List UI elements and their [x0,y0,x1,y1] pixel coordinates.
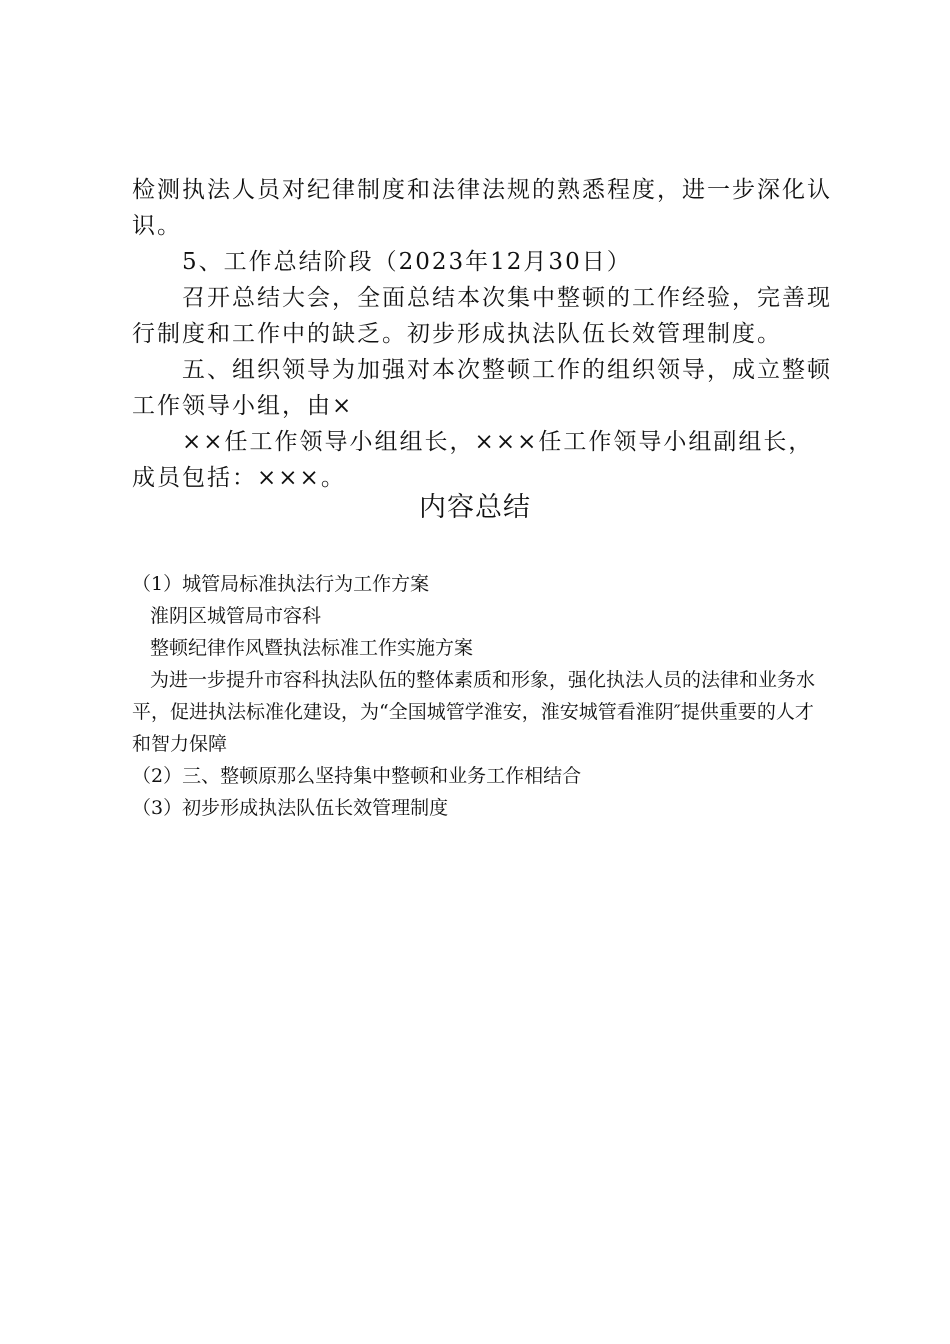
summary-item-1-line-2: 淮阴区城管局市容科 [150,605,322,627]
summary-item-3: （3）初步形成执法队伍长效管理制度 [132,797,449,819]
summary-item-2: （2）三、整顿原那么坚持集中整顿和业务工作相结合 [132,765,582,787]
summary-item-1-line-3: 整顿纪律作风暨执法标准工作实施方案 [150,637,474,659]
summary-item-1: （1）城管局标准执法行为工作方案 [132,573,430,595]
summary-title: 内容总结 [419,492,531,523]
paragraph-inspection: 检测执法人员对纪律制度和法律法规的熟悉程度，进一步深化认识。 [132,177,832,239]
paragraph-organization: 五、组织领导为加强对本次整顿工作的组织领导，成立整顿工作领导小组，由× [132,357,832,419]
body-text [132,172,832,496]
summary-item-1-line-4: 为进一步提升市容科执法队伍的整体素质和形象，强化执法人员的法律和业务水平，促进执法标准化建设，为“全国城管学淮安，淮安城管看淮阴″提供重要的人才和智力保障 [132,669,816,755]
paragraph-summary-meeting: 召开总结大会，全面总结本次集中整顿的工作经验，完善现行制度和工作中的缺乏。初步形成执法队伍长效管理制度。 [132,285,832,347]
paragraph-members: ××任工作领导小组组长，×××任工作领导小组副组长，成员包括：×××。 [132,429,814,491]
paragraph-stage-heading: 5、工作总结阶段（2023年12月30日） [182,249,632,275]
summary-list [132,568,832,824]
